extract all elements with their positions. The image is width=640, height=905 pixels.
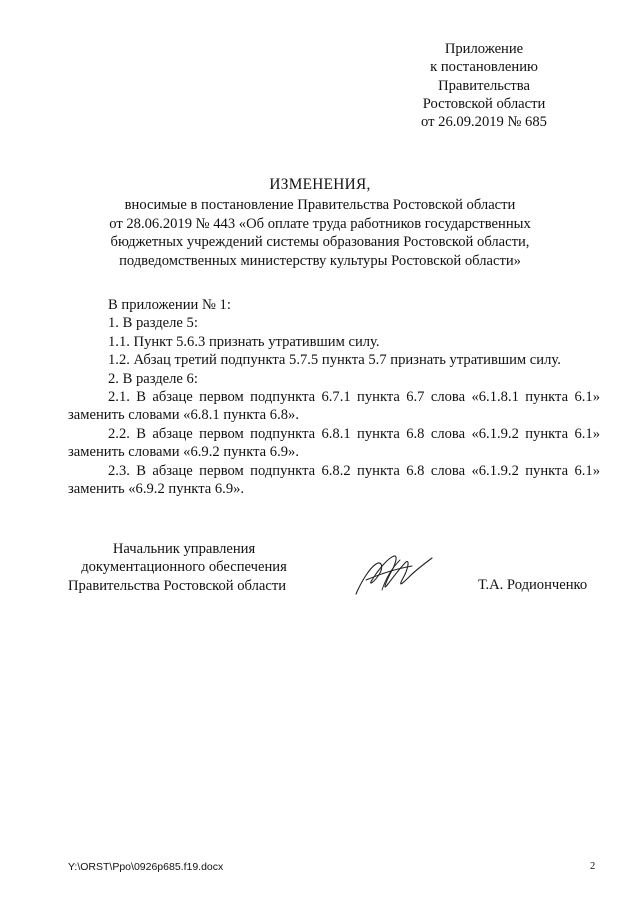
paragraph	[68, 462, 600, 499]
footer-file-path: Y:\ORST\Ppo\0926p685.f19.docx	[68, 861, 224, 873]
paragraph: 1. В разделе 5:	[108, 315, 198, 332]
signatory-title-line: документационного обеспечения	[81, 559, 287, 576]
paragraph	[68, 425, 600, 462]
appendix-header	[404, 40, 564, 131]
subtitle-line: бюджетных учреждений системы образования Ростовской области,	[110, 234, 530, 251]
appendix-line: к постановлению	[430, 59, 538, 76]
subtitle-line: от 28.06.2019 № 443 «Об оплате труда работников государственных	[109, 215, 531, 232]
signatory-title	[68, 540, 300, 595]
signatory-title-line: Начальник управления	[112, 541, 256, 557]
appendix-line: от 26.09.2019 № 685	[421, 114, 547, 131]
paragraph-line: заменить словами «6.9.2 пункта 6.9».	[68, 444, 299, 461]
subtitle-line: подведомственных министерству культуры Ростовской области»	[119, 252, 521, 269]
subtitle-line: вносимые в постановление Правительства Ростовской области	[124, 197, 516, 213]
paragraph: 1.1. Пункт 5.6.3 признать утратившим силу.	[108, 333, 380, 350]
paragraph: 2. В разделе 6:	[108, 370, 198, 387]
paragraph: В приложении № 1:	[108, 297, 231, 313]
document-body	[68, 296, 600, 498]
signatory-name: Т.А. Родионченко	[478, 577, 588, 593]
paragraph-line: заменить словами «6.8.1 пункта 6.8».	[68, 407, 299, 424]
handwritten-signature	[352, 550, 436, 600]
signatory-title-line: Правительства Ростовской области	[68, 577, 287, 594]
appendix-line: Ростовской области	[422, 95, 546, 112]
appendix-line: Приложение	[444, 41, 524, 57]
appendix-line: Правительства	[438, 77, 530, 94]
paragraph-line: заменить «6.9.2 пункта 6.9».	[68, 481, 245, 498]
document-subtitle	[60, 196, 580, 270]
paragraph-line: 2.1. В абзаце первом подпункта 6.7.1 пункта 6.7 слова «6.1.8.1 пункта 6.1»	[108, 389, 600, 406]
paragraph-line: 2.2. В абзаце первом подпункта 6.8.1 пункта 6.8 слова «6.1.9.2 пункта 6.1»	[108, 425, 600, 442]
document-title: ИЗМЕНЕНИЯ,	[269, 176, 371, 193]
page-number: 2	[590, 861, 596, 872]
paragraph-line: 2.3. В абзаце первом подпункта 6.8.2 пункта 6.8 слова «6.1.9.2 пункта 6.1»	[108, 462, 600, 479]
paragraph	[68, 388, 600, 425]
paragraph: 1.2. Абзац третий подпункта 5.7.5 пункта 5.7 признать утратившим силу.	[108, 352, 561, 369]
